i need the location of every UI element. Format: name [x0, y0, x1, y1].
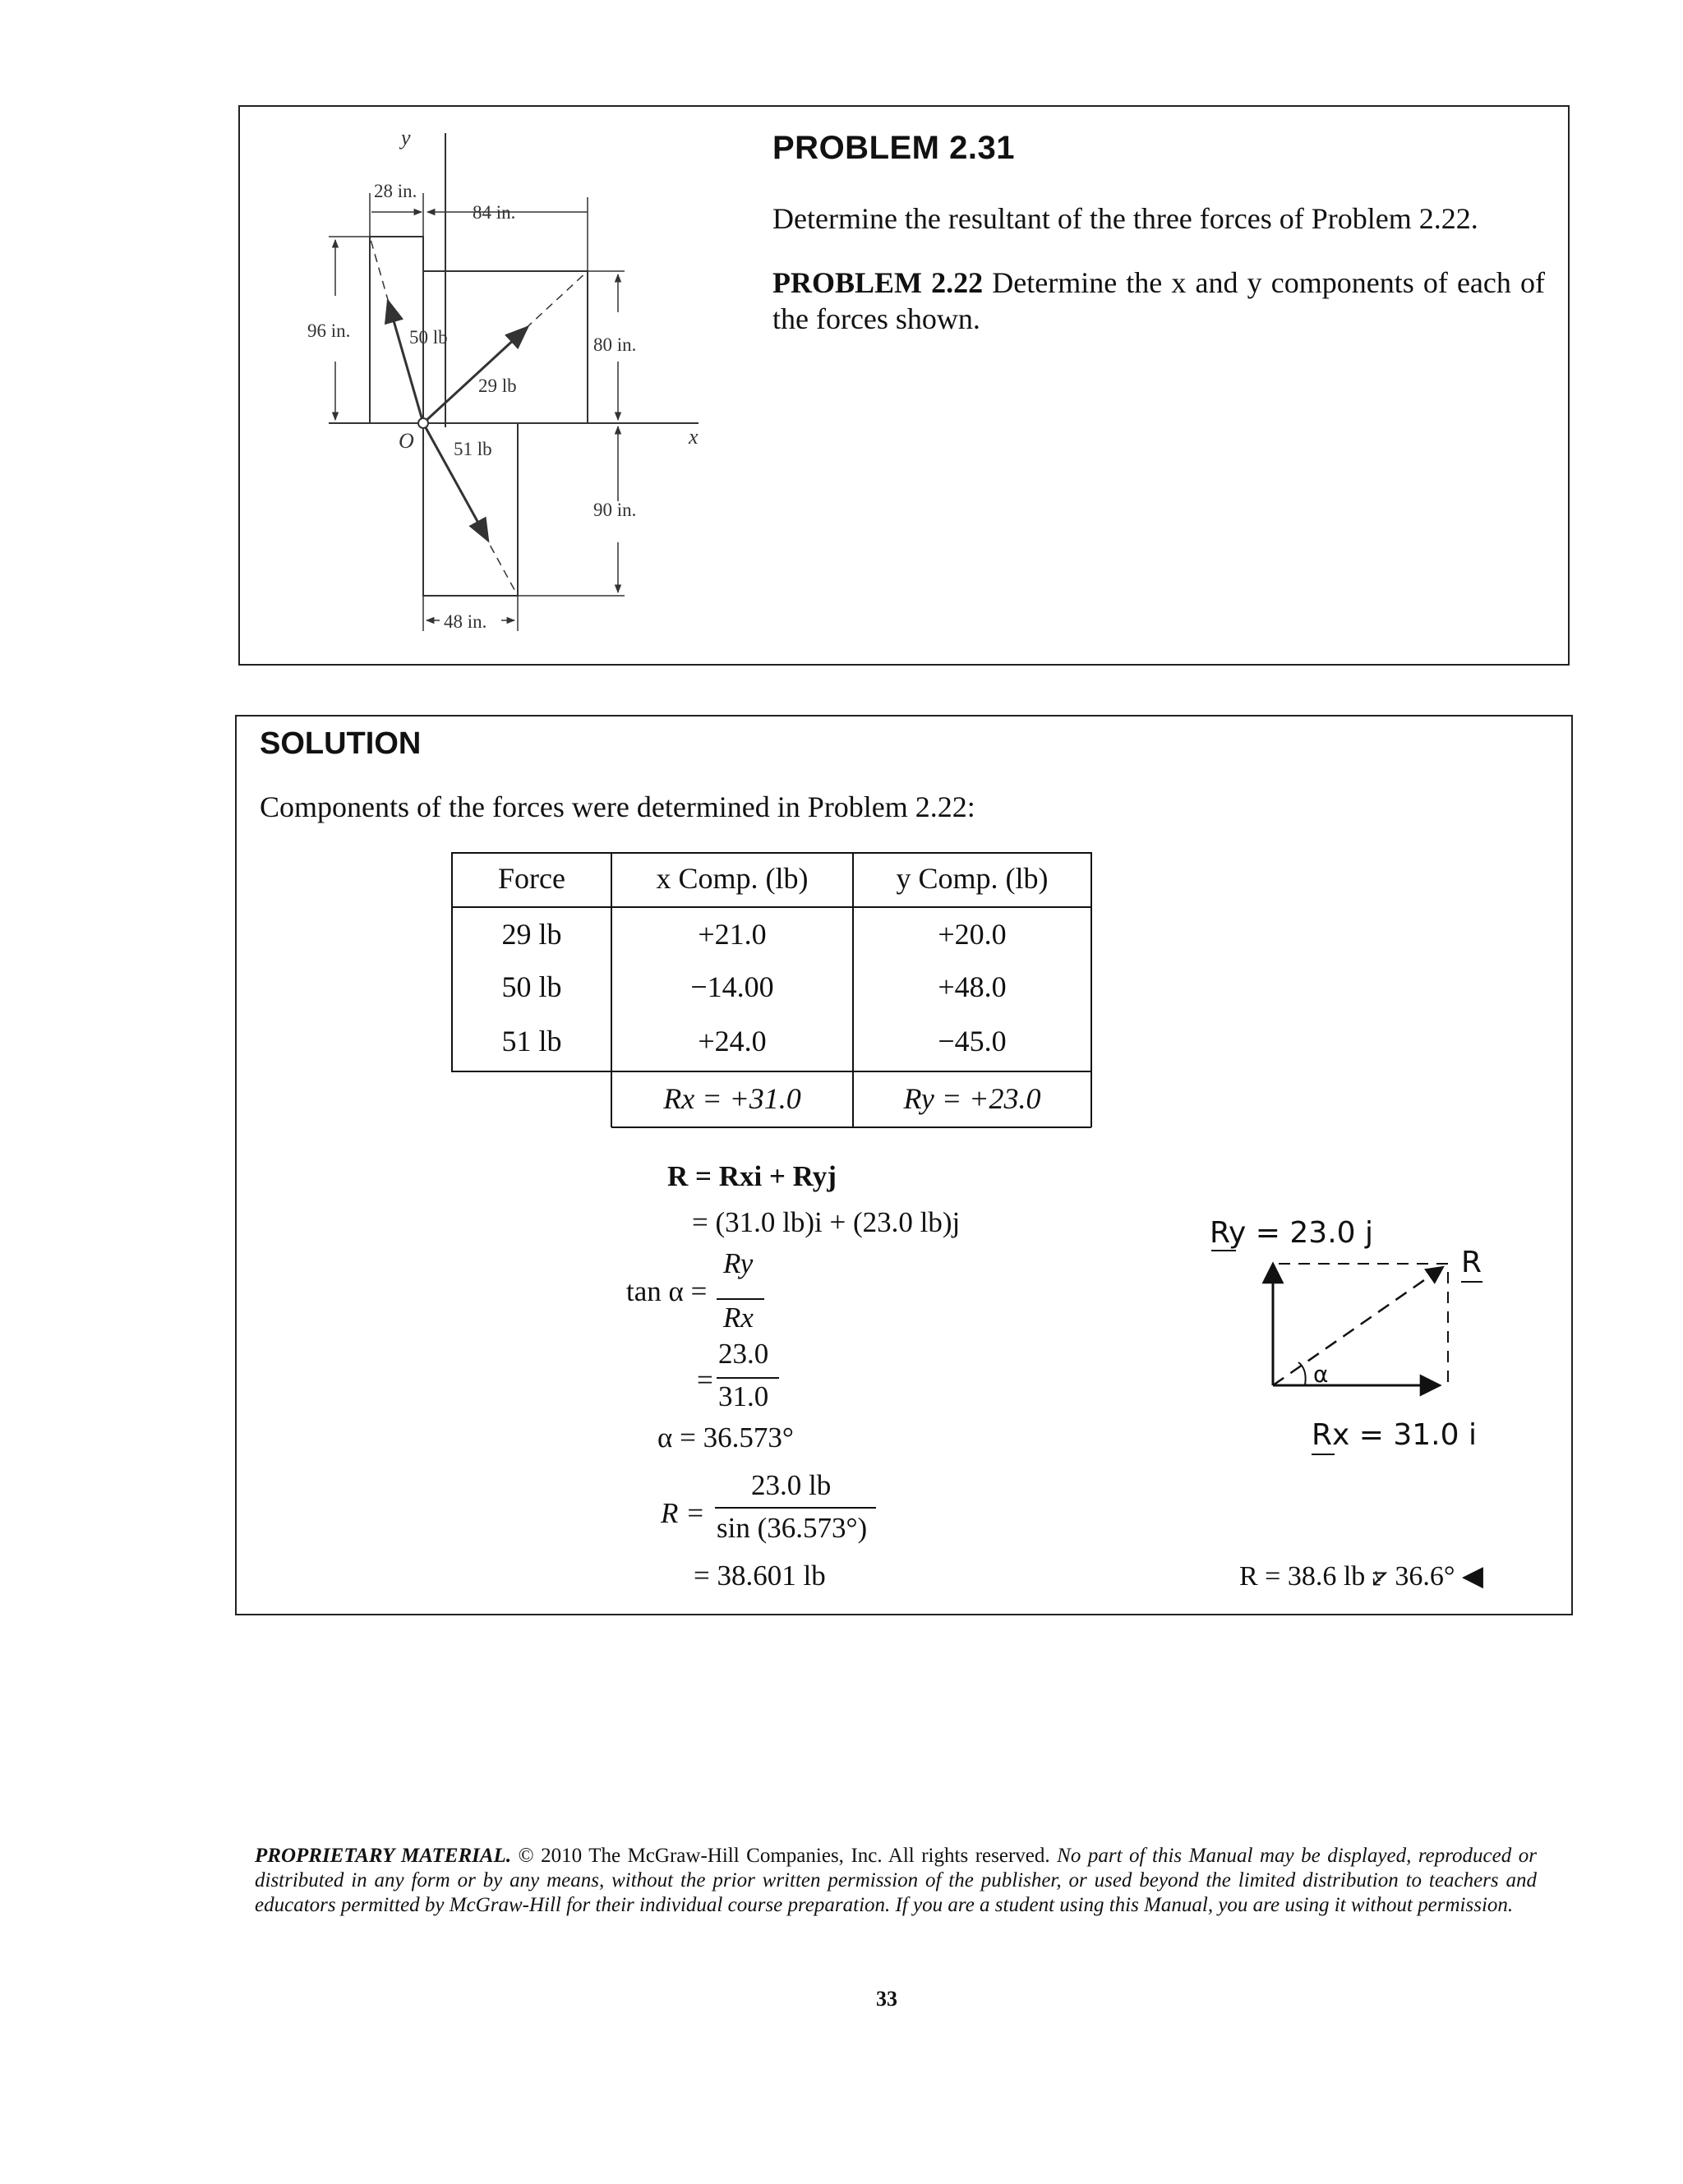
table-header-force: Force: [498, 862, 565, 895]
force-51-label: 51 lb: [454, 439, 492, 459]
force-50-label: 50 lb: [409, 327, 448, 348]
eq-equals-sign: =: [697, 1364, 713, 1396]
origin-label: O: [399, 429, 414, 453]
solution-intro: Components of the forces were determined in Problem 2.22:: [260, 790, 975, 823]
footer-lead: PROPRIETARY MATERIAL.: [255, 1845, 512, 1867]
sketch-rx-label: Rx = 31.0 i: [1312, 1418, 1477, 1452]
table-row-2-x: −14.00: [690, 970, 774, 1003]
eq-r-value: = 38.601 lb: [694, 1560, 826, 1592]
sketch-r-label: R: [1461, 1246, 1482, 1279]
footer-rest: No part of this Manual may be displayed, reproduced or distributed in any form or by any means, without the prior written permission of the publisher, or used beyond the limited distribution to teachers and educators permitted by McGraw-Hill for their individual course preparation. If you are a student using this Manual, you are using it without permission.: [255, 1845, 1537, 1916]
problem-22-title: PROBLEM 2.22: [772, 266, 984, 299]
eq-tan-denominator: Rx: [723, 1302, 754, 1334]
resultant-sketch: [1200, 1200, 1545, 1479]
eq-value-numerator: 23.0: [718, 1338, 769, 1370]
table-row-1-x: +21.0: [698, 918, 767, 951]
problem-statement: Determine the resultant of the three forces of Problem 2.22.: [772, 202, 1478, 235]
footer-notice: [255, 1844, 1537, 1918]
table-row-3-x: +24.0: [698, 1025, 767, 1057]
solution-title: SOLUTION: [260, 726, 422, 761]
table-row-2-y: +48.0: [938, 970, 1007, 1003]
sketch-alpha-label: α: [1313, 1361, 1329, 1388]
dim-80-label: 80 in.: [593, 334, 637, 355]
table-row-1-y: +20.0: [938, 918, 1007, 951]
table-total-rx: Rx = +31.0: [663, 1082, 801, 1115]
eq-tan-lhs: tan α =: [626, 1275, 708, 1307]
problem-22-statement: Determine the x and y components of each of the forces shown.: [772, 266, 1545, 335]
axis-x-label: x: [689, 425, 699, 449]
eq-r-vector: R = Rxi + Ryj: [667, 1160, 837, 1192]
eq-value-denominator: 31.0: [718, 1380, 769, 1412]
table-row-1-force: 29 lb: [501, 918, 562, 951]
eq-tan-numerator: Ry: [723, 1247, 754, 1279]
problem-title: PROBLEM 2.31: [772, 130, 1015, 166]
dim-28-label: 28 in.: [374, 181, 417, 201]
dim-48-label: 48 in.: [444, 611, 487, 632]
axis-y-label: y: [401, 126, 411, 150]
table-header-y: y Comp. (lb): [896, 862, 1049, 895]
eq-alpha: α = 36.573°: [657, 1421, 794, 1454]
table-row-2-force: 50 lb: [501, 970, 562, 1003]
dim-84-label: 84 in.: [473, 202, 516, 223]
eq-r-denominator: sin (36.573°): [717, 1512, 868, 1544]
eq-r-numerator: 23.0 lb: [751, 1469, 832, 1501]
force-29-label: 29 lb: [478, 376, 517, 396]
table-header-x: x Comp. (lb): [656, 862, 809, 895]
dim-96-label: 96 in.: [307, 320, 351, 341]
eq-r-vector-numeric: = (31.0 lb)i + (23.0 lb)j: [692, 1206, 961, 1238]
table-row-3-y: −45.0: [938, 1025, 1007, 1057]
table-total-ry: Ry = +23.0: [903, 1082, 1041, 1115]
final-answer: R = 38.6 lb ⦫ 36.6° ◀: [1239, 1561, 1484, 1592]
footer-copyright: © 2010 The McGraw-Hill Companies, Inc. All rights reserved.: [511, 1845, 1058, 1867]
table-row-3-force: 51 lb: [501, 1025, 562, 1057]
dim-90-label: 90 in.: [593, 500, 637, 520]
eq-r-lhs: R =: [661, 1497, 705, 1529]
sketch-ry-label: Ry = 23.0 j: [1210, 1216, 1374, 1250]
page-number: 33: [876, 1987, 897, 2011]
